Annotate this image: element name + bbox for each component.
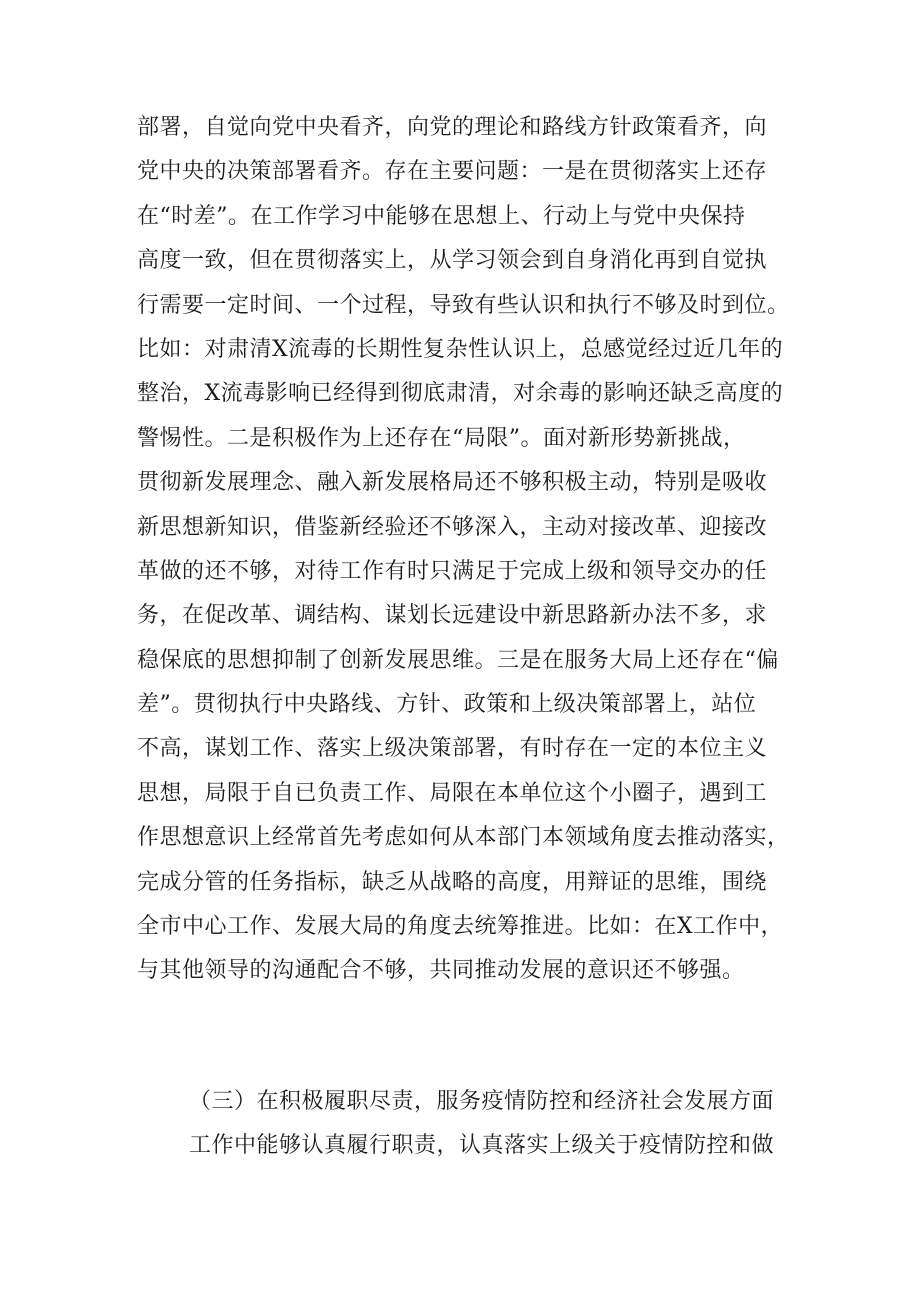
text-line: 党中央的决策部署看齐。存在主要问题：一是在贯彻落实上还存 [137,159,768,185]
section-heading: （三）在积极履职尽责，服务疫情防控和经济社会发展方面 [189,1089,775,1114]
text-line: 整治，X流毒影响已经得到彻底肃清，对余毒的影响还缺乏高度的 [137,381,784,407]
text-line: 在“时差”。在工作学习中能够在思想上、行动上与党中央保持 [137,203,746,229]
text-line: 不高，谋划工作、落实上级决策部署，有时存在一定的本位主义 [137,736,768,762]
text-line: 行需要一定时间、一个过程，导致有些认识和执行不够及时到位。 [137,292,790,318]
text-line: 高度一致，但在贯彻落实上，从学习领会到自身消化再到自觉执 [137,248,768,274]
text-line: 部署，自觉向党中央看齐，向党的理论和路线方针政策看齐，向 [137,115,768,140]
text-line: 警惕性。二是积极作为上还存在“局限”。面对新形势新挑战， [137,425,746,451]
text-line: 全市中心工作、发展大局的角度去统筹推进。比如：在X工作中， [137,914,784,940]
text-line: 差”。贯彻执行中央路线、方针、政策和上级决策部署上，站位 [137,692,757,718]
paragraph-2-first-line: 工作中能够认真履行职责，认真落实上级关于疫情防控和做 [189,1133,775,1158]
text-line: 与其他领导的沟通配合不够，共同推动发展的意识还不够强。 [137,958,745,984]
text-line: 稳保底的思想抑制了创新发展思维。三是在服务大局上还存在“偏 [137,647,779,673]
text-line: 务，在促改革、调结构、谋划长远建设中新思路新办法不多，求 [137,603,768,629]
text-line: 完成分管的任务指标，缺乏从战略的高度，用辩证的思维，围绕 [137,869,768,895]
text-line: 作思想意识上经常首先考虑如何从本部门本领域角度去推动落实， [137,825,790,851]
text-line: 贯彻新发展理念、融入新发展格局还不够积极主动，特别是吸收 [137,470,768,496]
text-line: 比如：对肃清X流毒的长期性复杂性认识上，总感觉经过近几年的 [137,336,784,362]
text-line: 革做的还不够，对待工作有时只满足于完成上级和领导交办的任 [137,558,768,584]
text-line: 新思想新知识，借鉴新经验还不够深入，主动对接改革、迎接改 [137,514,768,540]
text-line: 思想，局限于自已负责工作、局限在本单位这个小圈子，遇到工 [137,780,768,806]
paragraph-1 [137,106,797,994]
